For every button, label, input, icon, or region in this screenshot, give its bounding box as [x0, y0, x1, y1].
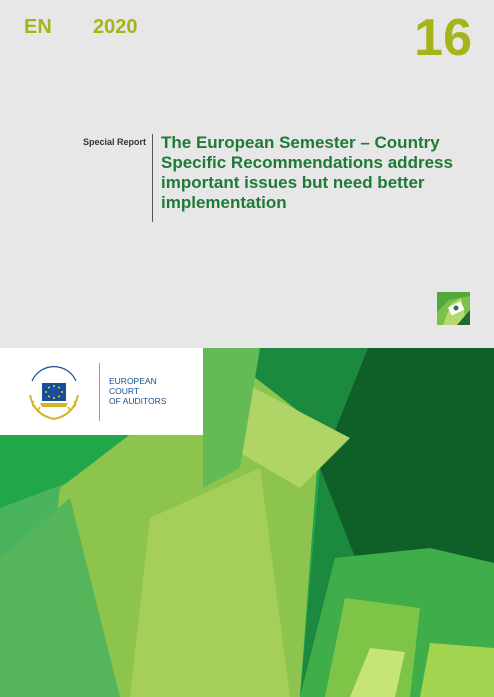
institution-name-line-2: COURT — [109, 386, 140, 396]
series-label: Special Report — [82, 137, 146, 147]
institution-name — [109, 376, 166, 406]
report-number: 16 — [414, 9, 472, 67]
eu-seal-icon — [22, 361, 86, 425]
language-code: EN — [24, 16, 52, 38]
theme-thumbnail-icon — [437, 292, 470, 325]
report-title: The European Semester – Country Specific Recommendations address important issues but need better implementation — [161, 133, 453, 212]
logo-divider — [99, 363, 100, 421]
institution-name-line-1: EUROPEAN — [109, 376, 157, 386]
publication-year: 2020 — [93, 16, 138, 38]
institution-name-line-3: OF AUDITORS — [109, 396, 167, 406]
title-divider — [152, 134, 153, 222]
